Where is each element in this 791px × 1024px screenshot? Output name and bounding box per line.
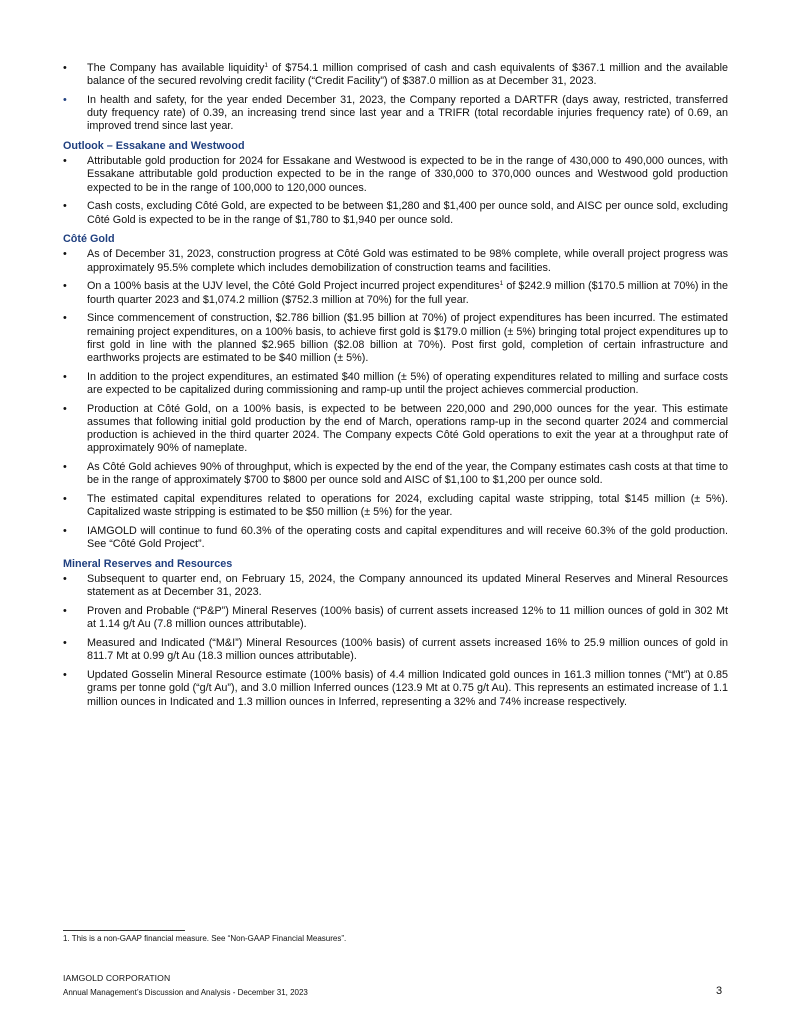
bullet-item <box>63 605 728 631</box>
footnote-reference: 1 <box>499 280 504 288</box>
bullet-text: Proven and Probable (“P&P”) Mineral Reserves (100% basis) of current assets increased 12% to 11 million ounces of gold in 302 Mt at 1.14 g/t Au (7.8 million ounces attributable). <box>87 605 728 631</box>
section <box>63 232 728 551</box>
bullet-text: Measured and Indicated (“M&I”) Mineral Resources (100% basis) of current assets increased 16% to 25.9 million ounces of gold in 811.7 Mt at 0.99 g/t Au (18.3 million ounces attributable). <box>87 637 728 663</box>
bullet-text: Subsequent to quarter end, on February 15, 2024, the Company announced its updated Mineral Reserves and Mineral Resources statement as at December 31, 2023. <box>87 573 728 599</box>
bullet-marker: • <box>63 573 67 586</box>
bullet-item <box>63 525 728 551</box>
bullet-item <box>63 280 728 306</box>
bullet-item <box>63 371 728 397</box>
section-heading: Mineral Reserves and Resources <box>63 558 233 571</box>
bullet-marker: • <box>63 525 67 538</box>
section <box>63 557 728 709</box>
bullet-marker: • <box>63 155 67 168</box>
bullet-text: As Côté Gold achieves 90% of throughput, which is expected by the end of the year, the Company estimates cash costs at that time to be in the range of approximately $700 to $800 per ounce sold and AISC of $1,100 to $1,200 per ounce sold. <box>87 461 728 487</box>
bullet-text: The estimated capital expenditures related to operations for 2024, excluding capital waste stripping, total $145 million (± 5%). Capitalized waste stripping is estimated to be $50 million (± 5%) for the year. <box>87 493 728 519</box>
bullet-text-continued: of $242.9 million ($170.5 million at 70%) in the fourth quarter 2023 and $1,074.2 million ($752.3 million at 70%) for the full year. <box>87 280 728 306</box>
bullet-item <box>63 312 728 365</box>
bullet-marker: • <box>63 200 67 213</box>
footnote-divider <box>63 930 185 931</box>
bullet-marker: • <box>63 312 67 325</box>
section-heading: Côté Gold <box>63 233 115 246</box>
bullet-text: IAMGOLD will continue to fund 60.3% of the operating costs and capital expenditures and will receive 60.3% of the gold production. See “Côté Gold Project”. <box>87 525 728 551</box>
bullet-text: Updated Gosselin Mineral Resource estimate (100% basis) of 4.4 million Indicated gold ounces in 161.3 million tonnes (“Mt”) at 0.85 grams per tonne gold (“g/t Au”), and 3.0 million Inferred ounces (123.9 Mt at 0.75 g/t Au). This represents an estimated increase of 1.1 million ounces in Indicated and 1.3 million ounces in Inferred, representing a 32% and 74% increase respectively. <box>87 669 728 708</box>
document-body <box>63 62 728 714</box>
bullet-marker: • <box>63 248 67 261</box>
footnote-reference: 1 <box>264 62 269 69</box>
bullet-marker: • <box>63 370 67 383</box>
bullet-item <box>63 94 728 134</box>
bullet-marker: • <box>63 669 67 682</box>
bullet-item <box>63 155 728 195</box>
bullet-item <box>63 669 728 709</box>
bullet-text: On a 100% basis at the UJV level, the Côté Gold Project incurred project expenditures <box>87 280 500 293</box>
bullet-item <box>63 637 728 663</box>
footer-report-title: Annual Management’s Discussion and Analysis - December 31, 2023 <box>63 988 308 997</box>
footer-company-name: IAMGOLD CORPORATION <box>63 973 171 983</box>
bullet-item <box>63 200 728 226</box>
bullet-text: In addition to the project expenditures, an estimated $40 million (± 5%) of operating expenditures related to milling and surface costs are expected to be capitalized during commissioning and ramp-up until the project achieves commercial production. <box>87 370 728 397</box>
footnote: 1. This is a non-GAAP financial measure. See “Non-GAAP Financial Measures”. <box>63 934 347 943</box>
bullet-text: Since commencement of construction, $2.786 billion ($1.95 billion at 70%) of project expenditures has been incurred. The estimated remaining project expenditures, on a 100% basis, to achieve first gold is $179.0 million (± 5%) bringing total project expenditures up to first gold in line with the planned $2.965 billion ($2.08 billion at 70%). Post first gold, completion of certain infrastructure and earthworks projects are estimated to be $40 million (± 5%). <box>87 312 728 365</box>
bullet-item <box>63 62 728 88</box>
bullet-text: Production at Côté Gold, on a 100% basis, is expected to be between 220,000 and 290,000 ounces for the year. This estimate assumes that following initial gold production by the end of March, operations ramp-up in the second quarter 2024 and commercial production is achieved in the third quarter 2024. The Company expects Côté Gold operations to exit the year at a throughput rate of approximately 90% of nameplate. <box>87 402 728 455</box>
bullet-marker: • <box>63 280 67 293</box>
section <box>63 139 728 227</box>
page-number: 3 <box>716 985 723 997</box>
bullet-item <box>63 403 728 456</box>
bullet-text: Cash costs, excluding Côté Gold, are expected to be between $1,280 and $1,400 per ounce sold, and AISC per ounce sold, excluding Côté Gold is expected to be in the range of $1,780 to $1,940 per ounce sold. <box>87 200 728 226</box>
bullet-text: The Company has available liquidity <box>87 62 265 74</box>
section-heading: Outlook – Essakane and Westwood <box>63 140 245 153</box>
bullet-text: In health and safety, for the year ended December 31, 2023, the Company reported a DARTFR (days away, restricted, transferred duty frequency rate) of 0.39, an increasing trend since last year and a TRIFR (total recordable injuries frequency rate) of 0.69, an improved trend since last year. <box>87 94 728 133</box>
bullet-marker: • <box>63 62 67 74</box>
bullet-text: As of December 31, 2023, construction progress at Côté Gold was estimated to be 98% complete, while overall project progress was approximately 95.5% complete which includes demobilization of construction teams and facilities. <box>87 248 728 274</box>
bullet-marker: • <box>63 637 67 650</box>
bullet-text-continued: of $754.1 million comprised of cash and cash equivalents of $367.1 million and the available balance of the secured revolving credit facility (“Credit Facility”) of $387.0 million as at December 31, 2023. <box>87 62 728 88</box>
bullet-marker: • <box>63 605 67 618</box>
section <box>63 62 728 134</box>
bullet-text: Attributable gold production for 2024 for Essakane and Westwood is expected to be in the range of 430,000 to 490,000 ounces, with Essakane attributable gold production expected to be in the range of 330,000 to 370,000 ounces and Westwood gold production expected to be in the range of 100,000 to 120,000 ounces. <box>87 155 728 194</box>
bullet-item <box>63 248 728 274</box>
bullet-marker: • <box>63 94 67 106</box>
bullet-marker: • <box>63 461 67 474</box>
bullet-item <box>63 461 728 487</box>
bullet-marker: • <box>63 493 67 506</box>
bullet-item <box>63 493 728 519</box>
bullet-item <box>63 573 728 599</box>
bullet-marker: • <box>63 402 67 415</box>
